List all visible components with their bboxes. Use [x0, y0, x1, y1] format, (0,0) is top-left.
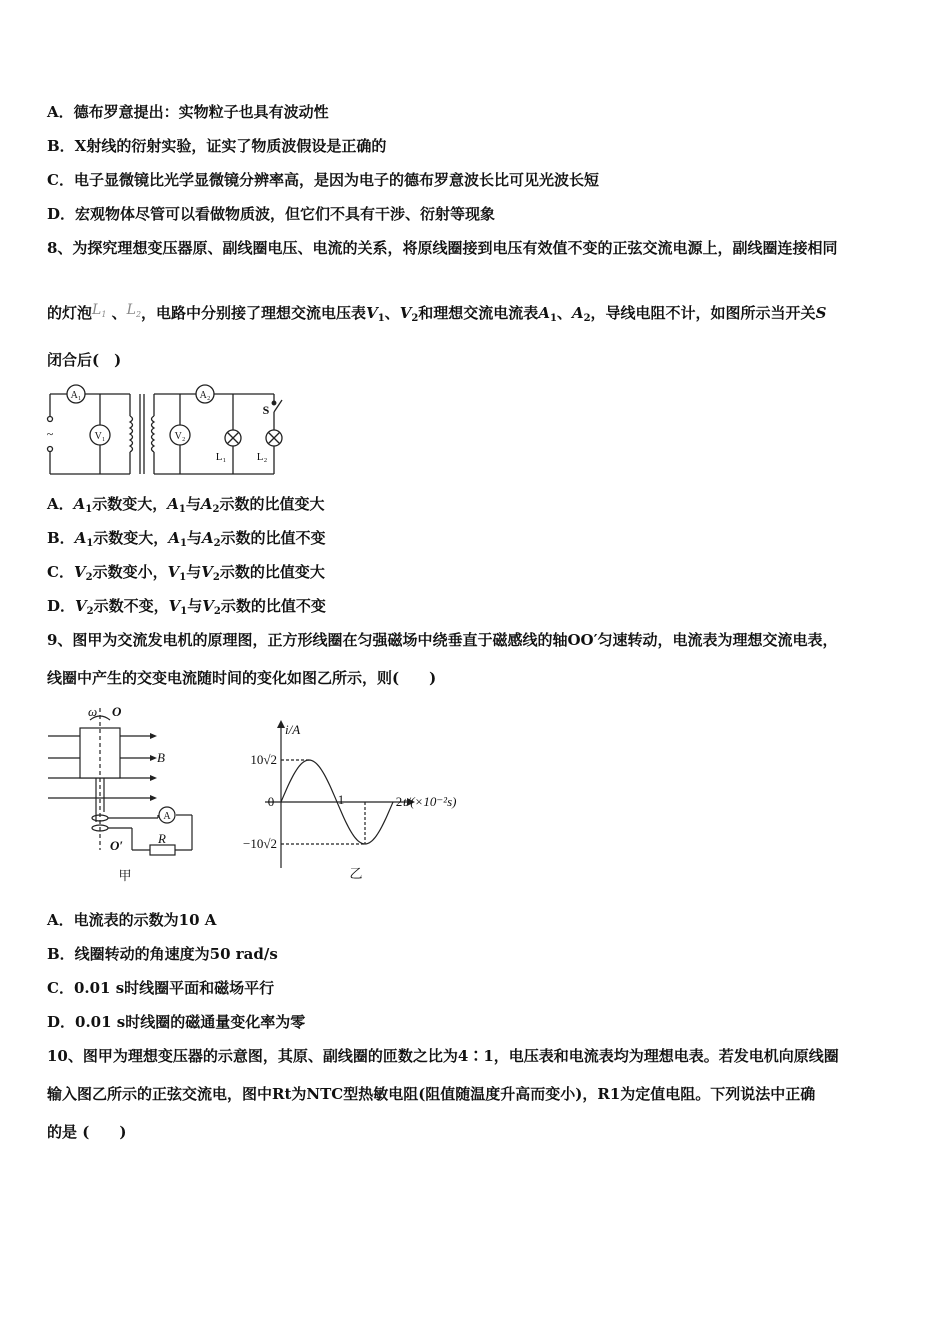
q8-option-c: C．$V_2$示数变小，$V_1$与$V_2$示数的比值变大 [47, 563, 325, 583]
field-b-label: B [157, 750, 165, 765]
omega-label: ω [88, 704, 98, 719]
origin-label: 0 [267, 794, 275, 809]
q9-option-b: B．线圈转动的角速度为50 rad/s [47, 945, 278, 963]
lamp-l1-symbol: $L_1$ [92, 302, 107, 319]
y-tick-negative: −10√2 [243, 836, 277, 851]
q9-stem-line1: 9、图甲为交流发电机的原理图，正方形线圈在匀强磁场中绕垂直于磁感线的轴OO′匀速转动，电流表为理想交流电表， [47, 631, 838, 649]
q7-option-c: C．电子显微镜比光学显微镜分辨率高，是因为电子的德布罗意波长比可见光波长短 [47, 171, 599, 189]
q7-option-b: B．X射线的衍射实验，证实了物质波假设是正确的 [47, 137, 387, 155]
y-axis-label: i/A [285, 722, 301, 737]
q9-stem-line2: 线圈中产生的交变电流随时间的变化如图乙所示，则( ) [47, 669, 437, 687]
x-tick-1: 1 [337, 792, 345, 807]
q9-option-a: A．电流表的示数为10 A [47, 911, 217, 929]
lamp-l1-label: L₁ [215, 451, 227, 463]
q8-option-b: B．$A_1$示数变大，$A_1$与$A_2$示数的比值不变 [47, 529, 326, 549]
q8-option-d: D．$V_2$示数不变，$V_1$与$V_2$示数的比值不变 [47, 597, 326, 617]
q10-stem-line3: 的是 ( ) [47, 1123, 127, 1141]
voltmeter-v2: V₂ [174, 431, 186, 442]
lamp-l2-label: L₂ [256, 451, 268, 463]
q7-option-d: D．宏观物体尽管可以看做物质波，但它们不具有干涉、衍射等现象 [47, 205, 496, 223]
figure-jia-caption: 甲 [118, 868, 132, 883]
voltmeter-v1: V₁ [94, 431, 106, 442]
switch-s-label: S [262, 403, 270, 417]
ammeter-a1: A₁ [70, 390, 82, 401]
x-axis-label: t/(×10⁻²s) [403, 794, 457, 809]
y-tick-positive: 10√2 [250, 752, 277, 767]
q9-figure-yi-current-graph [225, 718, 485, 886]
q9-option-c: C．0.01 s时线圈平面和磁场平行 [47, 979, 275, 997]
q8-option-a: A．$A_1$示数变大，$A_1$与$A_2$示数的比值变大 [47, 495, 325, 515]
q9-figure-jia-generator [40, 700, 210, 890]
q8-circuit-figure [40, 380, 290, 480]
figure-yi-caption: 乙 [349, 866, 363, 881]
axis-o-top: O [112, 704, 122, 719]
axis-o-bottom: O′ [110, 838, 124, 853]
q9-option-d: D．0.01 s时线圈的磁通量变化率为零 [47, 1013, 306, 1031]
ammeter-a2: A₂ [199, 390, 211, 401]
q10-stem-line2: 输入图乙所示的正弦交流电，图中Rt为NTC型热敏电阻(阻值随温度升高而变小)，R1为定值电阻。下列说法中正确 [47, 1085, 816, 1103]
q8-stem-line3: 闭合后( ) [47, 351, 122, 369]
q10-stem-line1: 10、图甲为理想变压器的示意图，其原、副线圈的匝数之比为4∶1，电压表和电流表均为理想电表。若发电机向原线圈 [47, 1047, 839, 1065]
q7-option-a: A．德布罗意提出：实物粒子也具有波动性 [47, 103, 329, 121]
resistor-r-label: R [158, 831, 166, 846]
ac-source-symbol: ~ [46, 427, 54, 441]
ammeter-label: A [163, 811, 171, 822]
q8-stem-line2: 的灯泡$L_1$ 、$L_2$，电路中分别接了理想交流电压表$V_1$、$V_2$和理想交流电流表$A_1$、$A_2$，导线电阻不计，如图所示当开关S [47, 302, 827, 324]
x-tick-2: 2 [395, 794, 403, 809]
lamp-l2-symbol: $L_2$ [126, 302, 142, 319]
q8-stem-line1: 8、为探究理想变压器原、副线圈电压、电流的关系，将原线圈接到电压有效值不变的正弦交流电源上，副线圈连接相同 [47, 239, 838, 257]
